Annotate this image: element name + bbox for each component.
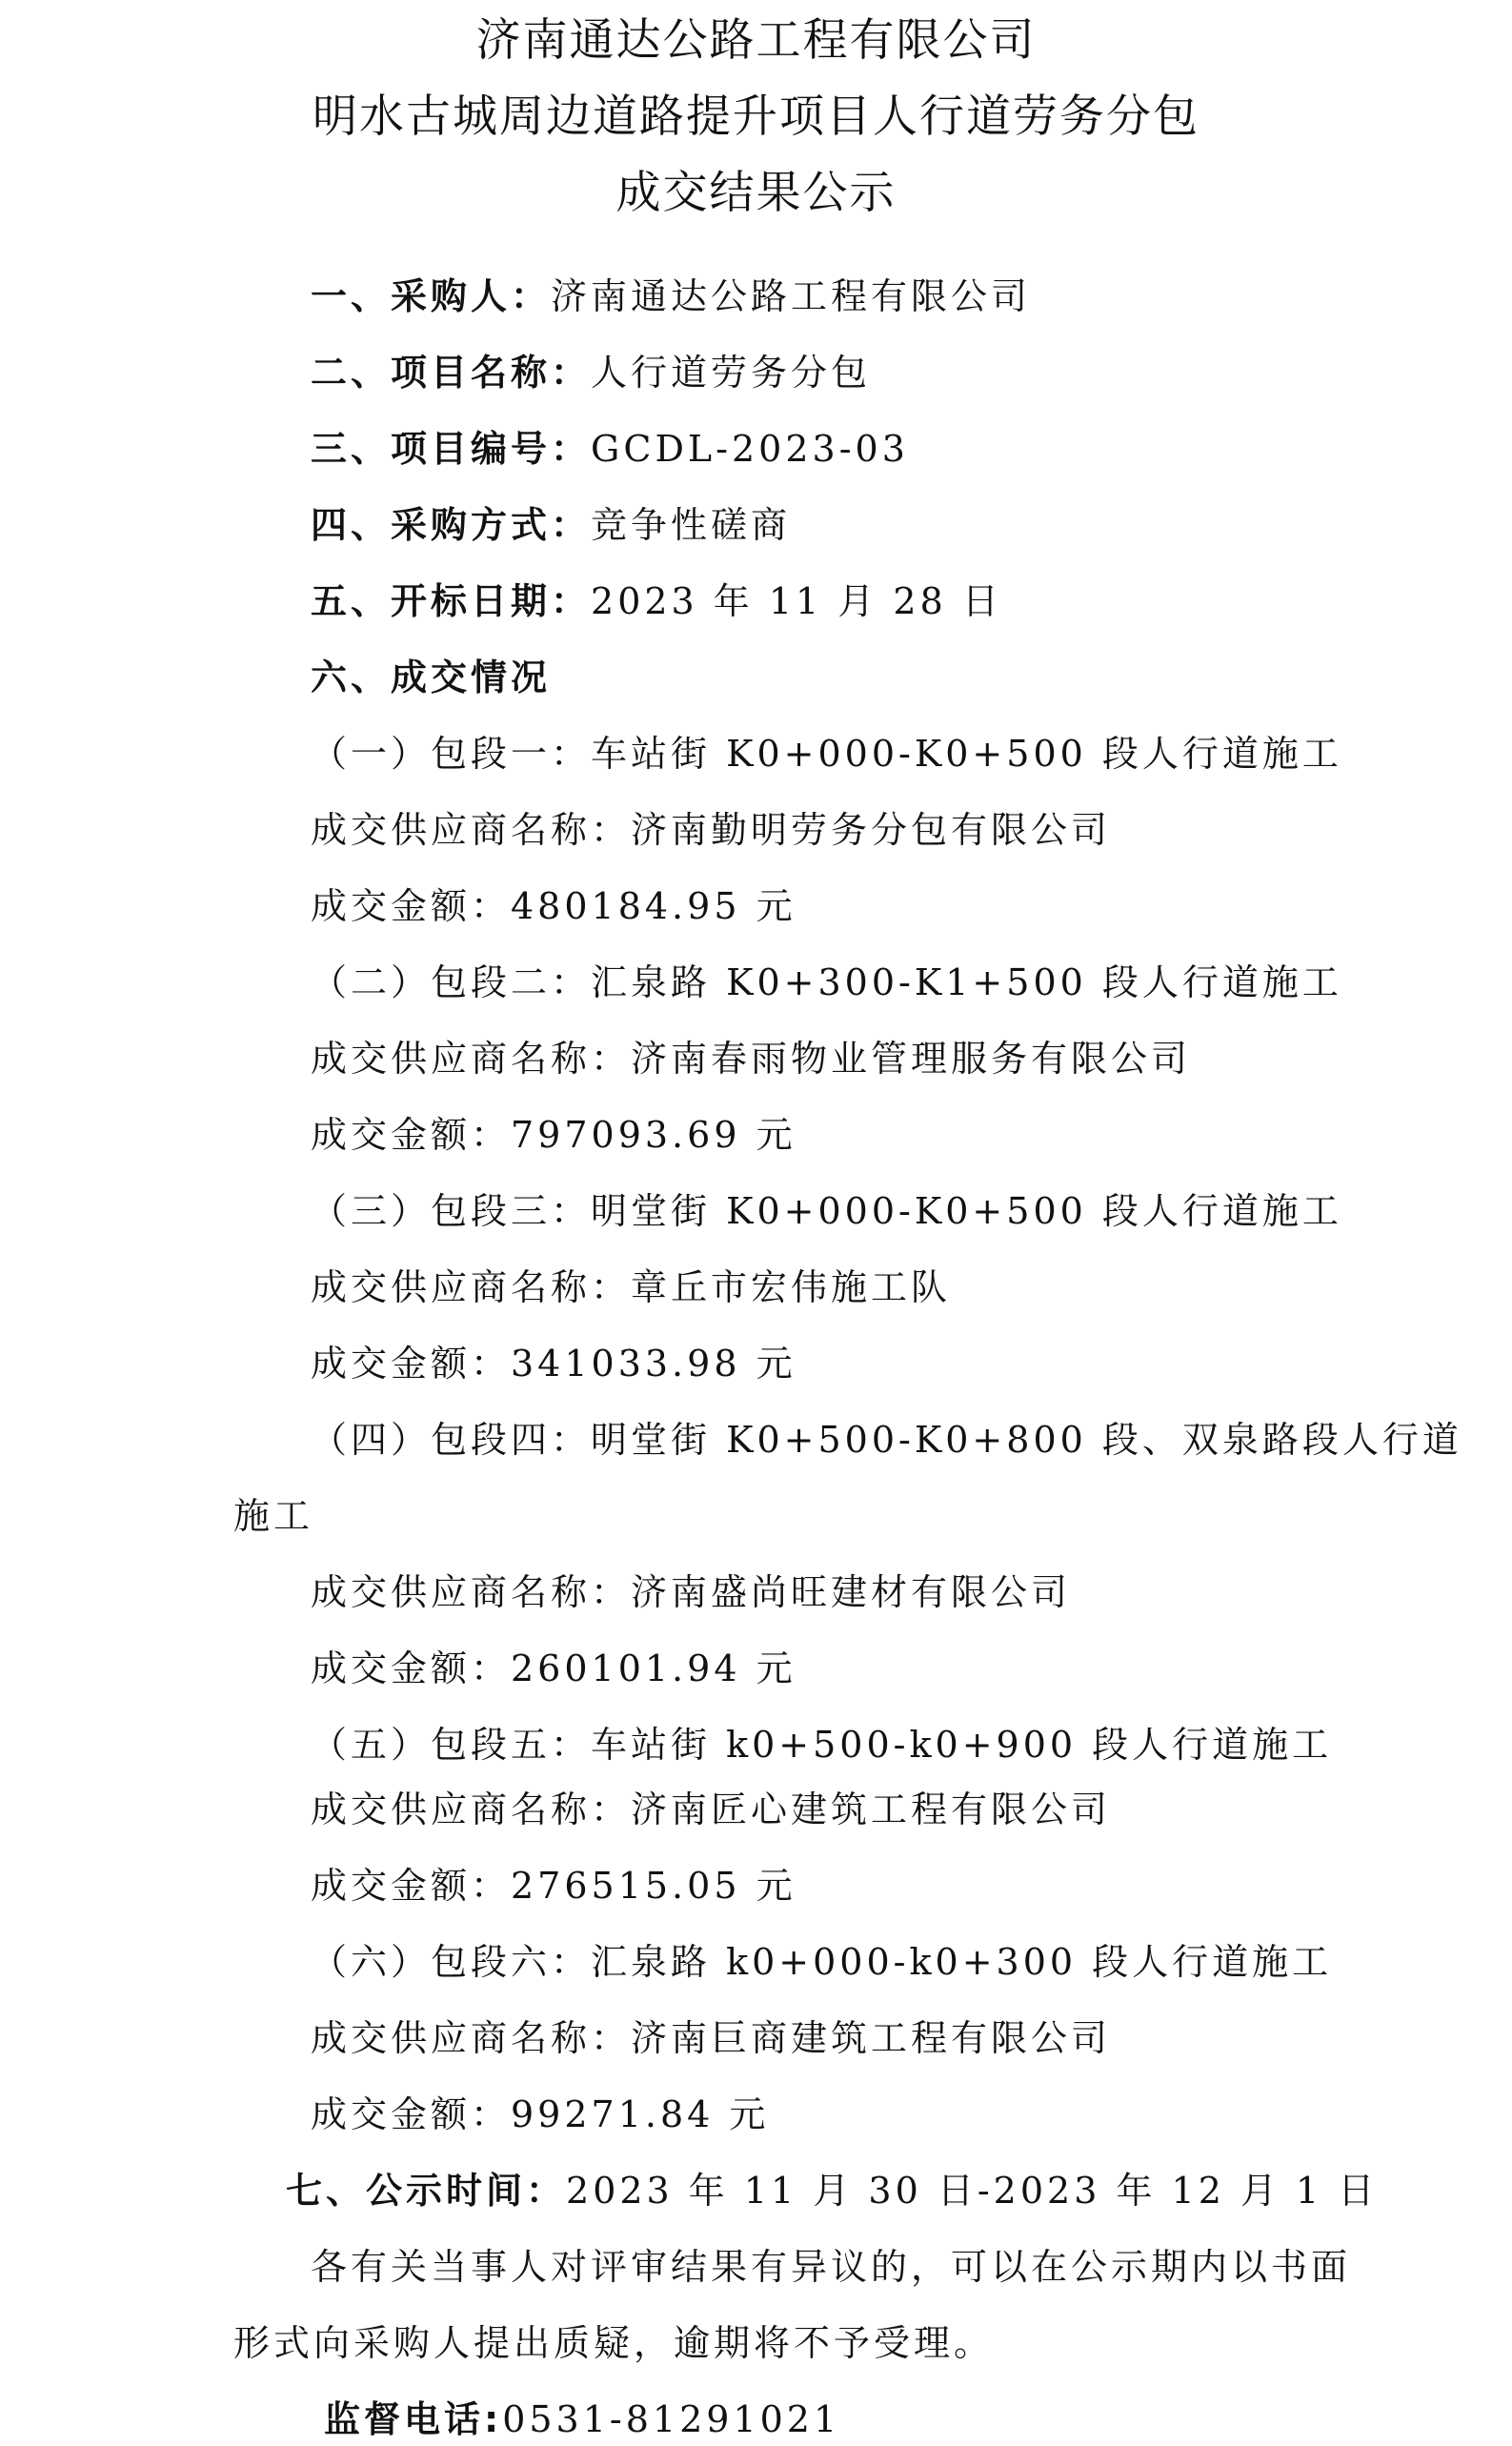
project-no-line <box>311 419 909 472</box>
package-title: （三）包段三：明堂街 K0+000-K0+500 段人行道施工 <box>311 1190 1342 1232</box>
buyer-value: 济南通达公路工程有限公司 <box>551 275 1032 317</box>
deal-heading-line <box>311 648 551 700</box>
open-date-value: 2023 年 11 月 28 日 <box>591 580 1002 622</box>
buyer-label: 一、采购人： <box>311 275 552 317</box>
package-amount: 成交金额：797093.69 元 <box>311 1114 796 1156</box>
method-label: 四、采购方式： <box>311 504 592 546</box>
buyer-line <box>311 267 1031 319</box>
package-supplier: 成交供应商名称：济南巨商建筑工程有限公司 <box>311 2017 1112 2059</box>
notice-time-label: 七、公示时间： <box>286 2170 567 2212</box>
open-date-label: 五、开标日期： <box>311 580 592 622</box>
package-title: （二）包段二：汇泉路 K0+300-K1+500 段人行道施工 <box>311 961 1342 1003</box>
title-result: 成交结果公示 <box>615 167 897 219</box>
package-title-continued: 施工 <box>233 1495 314 1537</box>
notice-time-line <box>286 2161 1378 2214</box>
package-amount: 成交金额：341033.98 元 <box>311 1343 796 1385</box>
package-title: （一）包段一：车站街 K0+000-K0+500 段人行道施工 <box>311 733 1342 775</box>
package-title: （六）包段六：汇泉路 k0+000-k0+300 段人行道施工 <box>311 1941 1333 1983</box>
open-date-line <box>311 572 1002 624</box>
method-value: 竞争性磋商 <box>591 504 792 546</box>
notice-time-value: 2023 年 11 月 30 日-2023 年 12 月 1 日 <box>566 2170 1379 2212</box>
package-amount: 成交金额：99271.84 元 <box>311 2093 770 2135</box>
title-company: 济南通达公路工程有限公司 <box>475 14 1037 67</box>
package-supplier: 成交供应商名称：章丘市宏伟施工队 <box>311 1266 952 1308</box>
package-amount: 成交金额：260101.94 元 <box>311 1648 796 1689</box>
supervision-line <box>324 2390 840 2442</box>
notice-text-continued: 形式向采购人提出质疑，逾期将不予受理。 <box>233 2322 995 2364</box>
package-amount: 成交金额：276515.05 元 <box>311 1865 796 1907</box>
title-project: 明水古城周边道路提升项目人行道劳务分包 <box>312 91 1200 143</box>
package-supplier: 成交供应商名称：济南盛尚旺建材有限公司 <box>311 1571 1072 1613</box>
package-amount: 成交金额：480184.95 元 <box>311 885 796 927</box>
package-title: （四）包段四：明堂街 K0+500-K0+800 段、双泉路段人行道 <box>311 1419 1462 1461</box>
package-title: （五）包段五：车站街 k0+500-k0+900 段人行道施工 <box>311 1724 1333 1766</box>
project-name-value: 人行道劳务分包 <box>591 352 872 394</box>
package-supplier: 成交供应商名称：济南春雨物业管理服务有限公司 <box>311 1038 1192 1080</box>
supervision-label: 监督电话: <box>324 2398 503 2440</box>
package-supplier: 成交供应商名称：济南匠心建筑工程有限公司 <box>311 1789 1112 1830</box>
project-no-label: 三、项目编号： <box>311 428 592 470</box>
project-no-value: GCDL-2023-03 <box>591 428 909 470</box>
method-line <box>311 495 791 548</box>
deal-heading: 六、成交情况 <box>311 657 552 698</box>
notice-text: 各有关当事人对评审结果有异议的，可以在公示期内以书面 <box>311 2246 1352 2288</box>
package-supplier: 成交供应商名称：济南勤明劳务分包有限公司 <box>311 809 1112 851</box>
project-name-line <box>311 343 871 395</box>
project-name-label: 二、项目名称： <box>311 352 592 394</box>
supervision-phone: 0531-81291021 <box>502 2398 841 2440</box>
